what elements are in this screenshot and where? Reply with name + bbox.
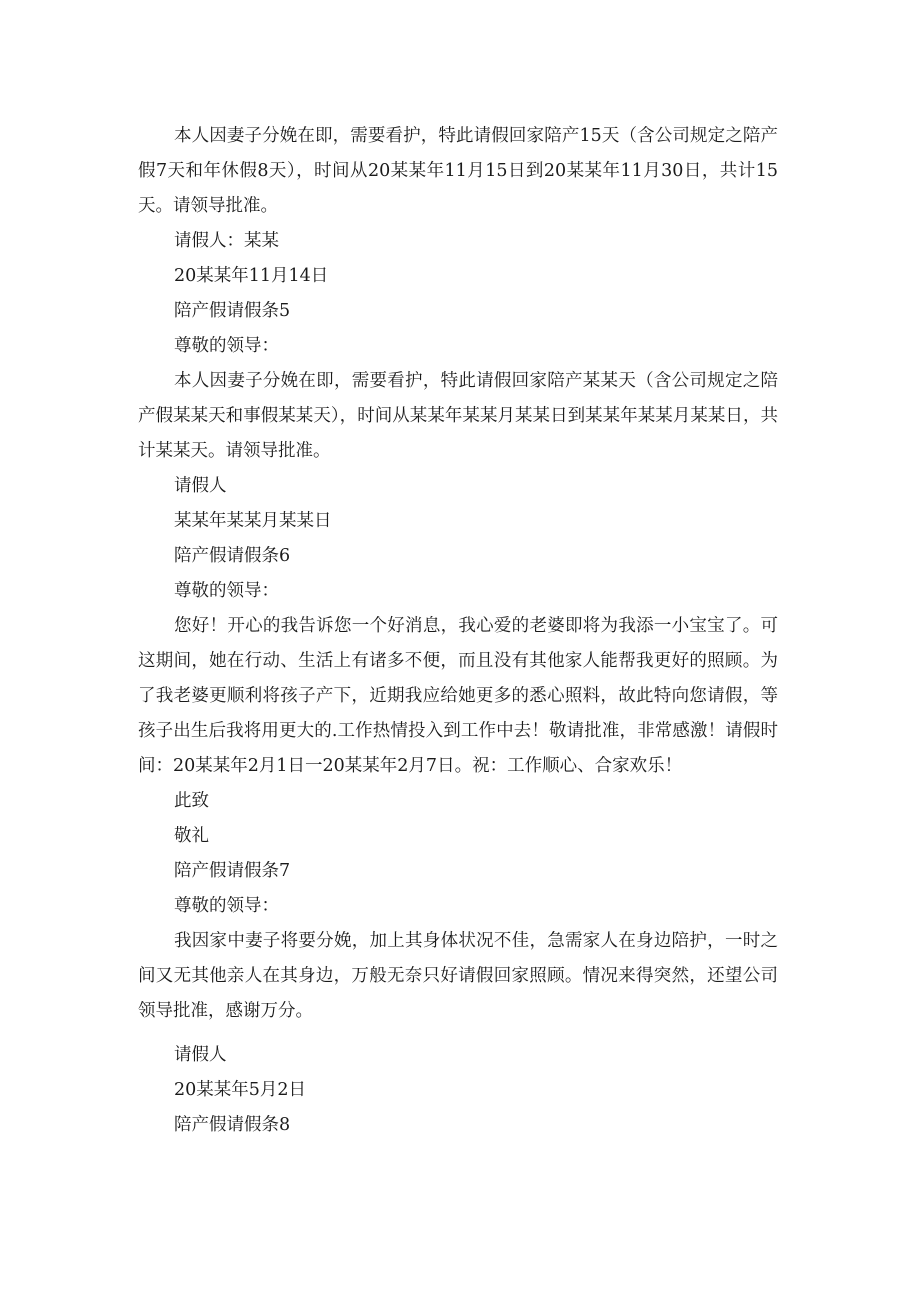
date-line: 某某年某某月某某日 — [174, 511, 332, 531]
closing-salute: 敬礼 — [174, 826, 209, 846]
date-line: 20某某年5月2日 — [174, 1080, 307, 1100]
leave-request-paragraph-1: 本人因妻子分娩在即，需要看护，特此请假回家陪产15天（含公司规定之陪产假7天和年休假8天），时间从20某某年11月15日到20某某年11月30日，共计15天。请领导批准。 — [138, 126, 778, 216]
section-heading-6: 陪产假请假条6 — [174, 546, 291, 566]
document-body — [138, 119, 778, 1143]
closing-line: 此致 — [174, 791, 209, 811]
applicant-signature-line: 请假人 — [174, 1045, 227, 1065]
applicant-signature-line: 请假人 — [174, 476, 227, 496]
section-heading-8: 陪产假请假条8 — [174, 1115, 291, 1135]
salutation: 尊敬的领导： — [174, 896, 279, 916]
leave-request-paragraph-4: 我因家中妻子将要分娩，加上其身体状况不佳，急需家人在身边陪护，一时之间又无其他亲人在其身边，万般无奈只好请假回家照顾。情况来得突然，还望公司领导批准，感谢万分。 — [138, 931, 778, 1021]
salutation: 尊敬的领导： — [174, 581, 279, 601]
salutation: 尊敬的领导： — [174, 336, 279, 356]
leave-request-paragraph-2: 本人因妻子分娩在即，需要看护，特此请假回家陪产某某天（含公司规定之陪产假某某天和事假某某天），时间从某某年某某月某某日到某某年某某月某某日，共计某某天。请领导批准。 — [138, 371, 778, 461]
leave-request-paragraph-3: 您好！开心的我告诉您一个好消息，我心爱的老婆即将为我添一小宝宝了。可这期间，她在行动、生活上有诸多不便，而且没有其他家人能帮我更好的照顾。为了我老婆更顺利将孩子产下，近期我应给她更多的悉心照料，故此特向您请假，等孩子出生后我将用更大的.工作热情投入到工作中去！敬请批准，非常感激！请假时间：20某某年2月1日一20某某年2月7日。祝：工作顺心、合家欢乐！ — [138, 616, 778, 776]
section-heading-5: 陪产假请假条5 — [174, 301, 291, 321]
applicant-signature-line: 请假人：某某 — [174, 231, 279, 251]
date-line: 20某某年11月14日 — [174, 266, 329, 286]
section-heading-7: 陪产假请假条7 — [174, 861, 291, 881]
